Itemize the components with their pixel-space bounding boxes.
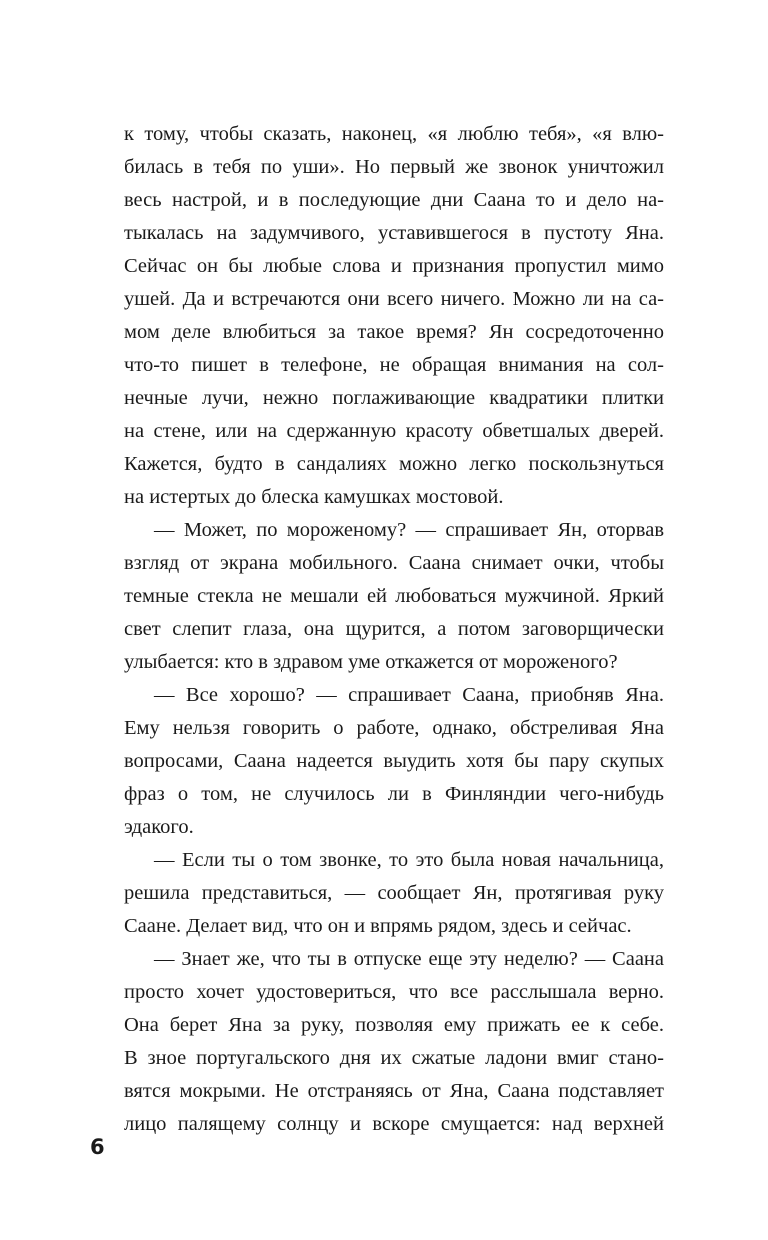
text-line: Ему нельзя говорить о работе, однако, обстреливая Яна xyxy=(124,717,664,739)
text-line: — Если ты о том звонке, то это была новая начальница, xyxy=(154,849,664,871)
text-line: тыкалась на задумчивого, уставившегося в пустоту Яна. xyxy=(124,222,664,244)
text-line: улыбается: кто в здравом уме откажется от мороженого? xyxy=(124,651,618,673)
text-line: — Знает же, что ты в отпуске еще эту неделю? — Саана xyxy=(154,948,664,970)
text-line: эдакого. xyxy=(124,816,194,838)
text-line: Сейчас он бы любые слова и признания пропустил мимо xyxy=(124,255,664,277)
text-line: мом деле влюбиться за такое время? Ян сосредоточенно xyxy=(124,321,664,343)
text-line: что-то пишет в телефоне, не обращая внимания на сол- xyxy=(124,354,664,376)
text-line: нечные лучи, нежно поглаживающие квадратики плитки xyxy=(124,387,664,409)
text-line: В зное португальского дня их сжатые ладони вмиг стано- xyxy=(124,1047,664,1069)
text-line: просто хочет удостовериться, что все расслышала верно. xyxy=(124,981,664,1003)
text-line: ушей. Да и встречаются они всего ничего. Можно ли на са- xyxy=(124,288,664,310)
text-line: решила представиться, — сообщает Ян, протягивая руку xyxy=(124,882,664,904)
text-line: — Все хорошо? — спрашивает Саана, приобняв Яна. xyxy=(154,684,664,706)
text-line: на истертых до блеска камушках мостовой. xyxy=(124,486,504,508)
text-line: свет слепит глаза, она щурится, а потом заговорщически xyxy=(124,618,664,640)
text-line: Кажется, будто в сандалиях можно легко поскользнуться xyxy=(124,453,664,475)
text-line: весь настрой, и в последующие дни Саана то и дело на- xyxy=(124,189,664,211)
text-line: Саане. Делает вид, что он и впрямь рядом, здесь и сейчас. xyxy=(124,915,632,937)
text-line: на стене, или на сдержанную красоту обветшалых дверей. xyxy=(124,420,664,442)
body-text xyxy=(124,118,664,1141)
text-line: фраз о том, не случилось ли в Финляндии чего-нибудь xyxy=(124,783,664,805)
page-number: 6 xyxy=(90,1135,105,1159)
text-line: лицо палящему солнцу и вскоре смущается: над верхней xyxy=(124,1113,664,1135)
text-line: взгляд от экрана мобильного. Саана снимает очки, чтобы xyxy=(124,552,664,574)
text-line: вятся мокрыми. Не отстраняясь от Яна, Саана подставляет xyxy=(124,1080,664,1102)
text-line: билась в тебя по уши». Но первый же звонок уничтожил xyxy=(124,156,664,178)
text-line: темные стекла не мешали ей любоваться мужчиной. Яркий xyxy=(124,585,664,607)
text-line: к тому, чтобы сказать, наконец, «я люблю тебя», «я влю- xyxy=(124,123,664,145)
text-line: Она берет Яна за руку, позволяя ему прижать ее к себе. xyxy=(124,1014,664,1036)
text-line: — Может, по мороженому? — спрашивает Ян, оторвав xyxy=(154,519,664,541)
text-line: вопросами, Саана надеется выудить хотя бы пару скупых xyxy=(124,750,664,772)
